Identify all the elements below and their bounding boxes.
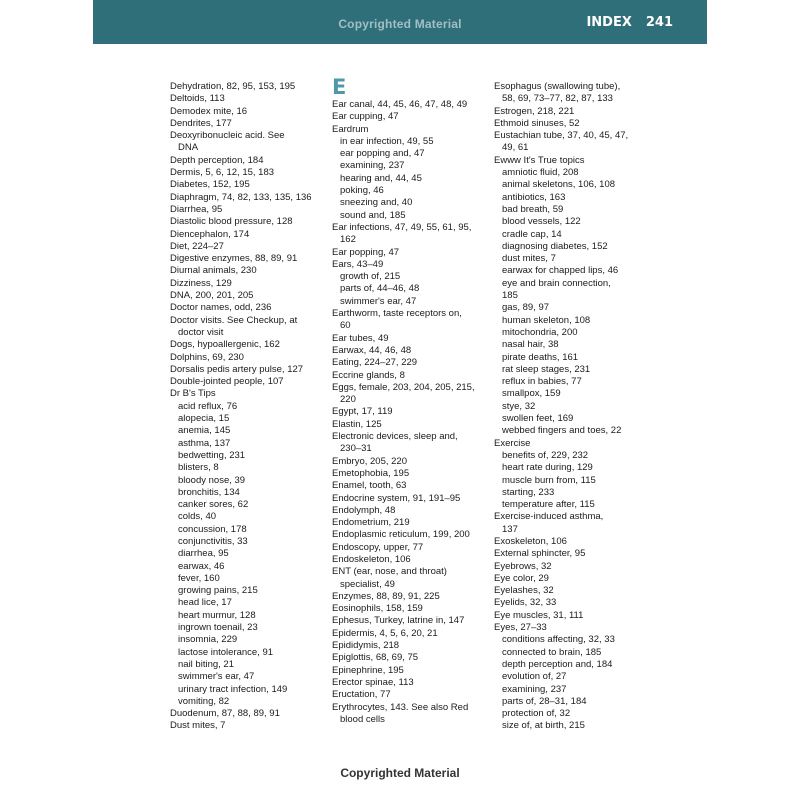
index-subentry: sneezing and, 40 xyxy=(340,197,413,209)
index-entry: Earwax, 44, 46, 48 xyxy=(332,344,412,356)
index-entry: Deoxyribonucleic acid. See xyxy=(170,130,285,142)
index-entry: Demodex mite, 16 xyxy=(170,105,248,117)
index-subentry: amniotic fluid, 208 xyxy=(502,167,579,179)
index-entry: Exoskeleton, 106 xyxy=(494,535,567,547)
index-entry: Eyelashes, 32 xyxy=(494,585,554,597)
index-entry: Eardrum xyxy=(332,123,369,135)
index-entry: Enamel, tooth, 63 xyxy=(332,480,407,492)
index-subentry: evolution of, 27 xyxy=(502,671,567,683)
index-subentry: canker sores, 62 xyxy=(178,499,249,511)
index-subentry: depth perception and, 184 xyxy=(502,658,613,670)
index-entry: DNA, 200, 201, 205 xyxy=(170,290,254,302)
index-entry: Diet, 224–27 xyxy=(170,240,224,252)
index-subentry: antibiotics, 163 xyxy=(502,191,566,203)
index-entry: Earthworm, taste receptors on, xyxy=(332,308,462,320)
index-subentry: human skeleton, 108 xyxy=(502,314,591,326)
index-entry: Dermis, 5, 6, 12, 15, 183 xyxy=(170,167,275,179)
index-entry: Doctor names, odd, 236 xyxy=(170,302,272,314)
index-entry: Eyelids, 32, 33 xyxy=(494,597,557,609)
index-subentry: smallpox, 159 xyxy=(502,388,561,400)
index-entry: Eosinophils, 158, 159 xyxy=(332,603,423,615)
index-entry: Electronic devices, sleep and, xyxy=(332,431,458,443)
index-entry: ENT (ear, nose, and throat) xyxy=(332,566,447,578)
index-subentry: sound and, 185 xyxy=(340,209,406,221)
index-entry: Endoplasmic reticulum, 199, 200 xyxy=(332,529,470,541)
index-subentry: connected to brain, 185 xyxy=(502,646,602,658)
index-subentry: hearing and, 44, 45 xyxy=(340,172,422,184)
index-subentry: diagnosing diabetes, 152 xyxy=(502,240,608,252)
index-entry: Depth perception, 184 xyxy=(170,154,264,166)
index-entry: Eructation, 77 xyxy=(332,689,391,701)
watermark-top: Copyrighted Material xyxy=(338,17,462,31)
index-subentry: anemia, 145 xyxy=(178,425,231,437)
index-entry: Duodenum, 87, 88, 89, 91 xyxy=(170,708,280,720)
index-subentry: ingrown toenail, 23 xyxy=(178,622,258,634)
index-subentry: concussion, 178 xyxy=(178,523,247,535)
index-subentry: 162 xyxy=(340,234,356,246)
index-entry: Exercise xyxy=(494,437,531,449)
page-number: 241 xyxy=(645,15,673,30)
index-subentry: parts of, 28–31, 184 xyxy=(502,695,587,707)
index-subentry: conjunctivitis, 33 xyxy=(178,535,248,547)
index-subentry: blood cells xyxy=(340,713,385,725)
index-subentry: 58, 69, 73–77, 82, 87, 133 xyxy=(502,93,613,105)
index-subentry: mitochondria, 200 xyxy=(502,326,578,338)
index-subentry: size of, at birth, 215 xyxy=(502,720,585,732)
index-entry: Exercise-induced asthma, xyxy=(494,511,604,523)
index-entry: Endometrium, 219 xyxy=(332,517,410,529)
index-column-1 xyxy=(170,81,320,733)
index-subentry: bad breath, 59 xyxy=(502,203,564,215)
index-entry: Egypt, 17, 119 xyxy=(332,406,393,418)
index-subentry: examining, 237 xyxy=(340,160,405,172)
index-entry: Eye color, 29 xyxy=(494,572,549,584)
index-entry: Eccrine glands, 8 xyxy=(332,369,405,381)
index-subentry: swimmer's ear, 47 xyxy=(178,671,255,683)
index-subentry: cradle cap, 14 xyxy=(502,228,562,240)
index-entry: Digestive enzymes, 88, 89, 91 xyxy=(170,253,298,265)
index-entry: Esophagus (swallowing tube), xyxy=(494,81,621,92)
index-entry: Erythrocytes, 143. See also Red xyxy=(332,701,469,713)
index-subentry: parts of, 44–46, 48 xyxy=(340,283,420,295)
index-subentry: urinary tract infection, 149 xyxy=(178,683,288,695)
index-entry: Embryo, 205, 220 xyxy=(332,455,407,467)
index-entry: Diencephalon, 174 xyxy=(170,228,250,240)
watermark-bottom: Copyrighted Material xyxy=(340,766,460,780)
index-entry: Eyes, 27–33 xyxy=(494,622,547,634)
index-subentry: growth of, 215 xyxy=(340,271,401,283)
index-column-2 xyxy=(332,75,482,726)
index-entry: Ethmoid sinuses, 52 xyxy=(494,117,580,129)
index-entry: Enzymes, 88, 89, 91, 225 xyxy=(332,590,440,602)
section-title: INDEX xyxy=(586,15,632,30)
index-subentry: animal skeletons, 106, 108 xyxy=(502,179,616,191)
index-subentry: in ear infection, 49, 55 xyxy=(340,135,434,147)
index-entry: Doctor visits. See Checkup, at xyxy=(170,314,298,326)
index-entry: Dr B's Tips xyxy=(170,388,216,400)
index-subentry: 49, 61 xyxy=(502,142,529,154)
index-entry: Diurnal animals, 230 xyxy=(170,265,257,277)
index-subentry: bloody nose, 39 xyxy=(178,474,246,486)
index-subentry: eye and brain connection, xyxy=(502,277,611,289)
index-entry: Diastolic blood pressure, 128 xyxy=(170,216,293,228)
index-entry: Dendrites, 177 xyxy=(170,117,232,129)
index-subentry: 220 xyxy=(340,394,356,406)
index-subentry: swollen feet, 169 xyxy=(502,413,574,425)
index-subentry: conditions affecting, 32, 33 xyxy=(502,634,615,646)
index-subentry: blisters, 8 xyxy=(178,462,219,474)
index-subentry: protection of, 32 xyxy=(502,708,571,720)
index-column-3 xyxy=(494,81,654,733)
index-entry: Endolymph, 48 xyxy=(332,504,396,516)
index-entry: Dorsalis pedis artery pulse, 127 xyxy=(170,363,304,375)
index-entry: Double-jointed people, 107 xyxy=(170,376,284,388)
index-subentry: starting, 233 xyxy=(502,486,555,498)
index-entry: Eustachian tube, 37, 40, 45, 47, xyxy=(494,130,629,142)
index-entry: Epididymis, 218 xyxy=(332,640,400,652)
index-entry: Epinephrine, 195 xyxy=(332,664,404,676)
index-subentry: acid reflux, 76 xyxy=(178,400,238,412)
index-entry: Estrogen, 218, 221 xyxy=(494,105,575,117)
index-subentry: fever, 160 xyxy=(178,572,220,584)
index-entry: Diabetes, 152, 195 xyxy=(170,179,250,191)
index-subentry: 185 xyxy=(502,290,518,302)
index-entry: Epidermis, 4, 5, 6, 20, 21 xyxy=(332,627,438,639)
index-subentry: blood vessels, 122 xyxy=(502,216,581,228)
index-subentry: vomiting, 82 xyxy=(178,695,230,707)
index-entry: Ear tubes, 49 xyxy=(332,332,389,344)
index-entry: Endoskeleton, 106 xyxy=(332,553,411,565)
index-entry: External sphincter, 95 xyxy=(494,548,586,560)
index-entry: Eye muscles, 31, 111 xyxy=(494,609,584,621)
index-subentry: doctor visit xyxy=(178,326,224,338)
index-subentry: heart rate during, 129 xyxy=(502,462,593,474)
index-entry: Eyebrows, 32 xyxy=(494,560,552,572)
index-entry: Dust mites, 7 xyxy=(170,720,226,732)
index-subentry: insomnia, 229 xyxy=(178,634,238,646)
index-entry: Dogs, hypoallergenic, 162 xyxy=(170,339,280,351)
index-subentry: pirate deaths, 161 xyxy=(502,351,579,363)
index-entry: Ear canal, 44, 45, 46, 47, 48, 49 xyxy=(332,99,468,110)
index-subentry: colds, 40 xyxy=(178,511,217,523)
index-subentry: earwax for chapped lips, 46 xyxy=(502,265,619,277)
index-subentry: temperature after, 115 xyxy=(502,499,595,511)
index-subentry: head lice, 17 xyxy=(178,597,232,609)
index-entry: Ephesus, Turkey, latrine in, 147 xyxy=(332,615,465,627)
index-entry: Ear infections, 47, 49, 55, 61, 95, xyxy=(332,221,472,233)
index-entry: Emetophobia, 195 xyxy=(332,467,410,479)
index-subentry: poking, 46 xyxy=(340,185,384,197)
index-entry: Diarrhea, 95 xyxy=(170,203,223,215)
index-subentry: 137 xyxy=(502,523,518,535)
index-entry: Ears, 43–49 xyxy=(332,258,384,270)
index-entry: Ear cupping, 47 xyxy=(332,111,399,123)
index-entry: Ewww It's True topics xyxy=(494,154,585,166)
index-letter-heading: E xyxy=(332,75,347,99)
index-subentry: asthma, 137 xyxy=(178,437,231,449)
index-subentry: DNA xyxy=(178,142,199,154)
index-subentry: alopecia, 15 xyxy=(178,413,230,425)
index-subentry: examining, 237 xyxy=(502,683,567,695)
index-entry: Dolphins, 69, 230 xyxy=(170,351,244,363)
index-subentry: bedwetting, 231 xyxy=(178,449,246,461)
index-subentry: growing pains, 215 xyxy=(178,585,258,597)
index-subentry: benefits of, 229, 232 xyxy=(502,449,589,461)
index-subentry: bronchitis, 134 xyxy=(178,486,240,498)
index-entry: Elastin, 125 xyxy=(332,418,382,430)
index-entry: Ear popping, 47 xyxy=(332,246,400,258)
index-subentry: diarrhea, 95 xyxy=(178,548,229,560)
index-subentry: lactose intolerance, 91 xyxy=(178,646,274,658)
index-entry: Erector spinae, 113 xyxy=(332,676,414,688)
index-subentry: heart murmur, 128 xyxy=(178,609,256,621)
index-subentry: stye, 32 xyxy=(502,400,536,412)
index-subentry: specialist, 49 xyxy=(340,578,395,590)
running-head xyxy=(586,15,673,30)
index-subentry: reflux in babies, 77 xyxy=(502,376,582,388)
index-entry: Dizziness, 129 xyxy=(170,277,232,289)
index-entry: Epiglottis, 68, 69, 75 xyxy=(332,652,419,664)
index-subentry: earwax, 46 xyxy=(178,560,225,572)
index-entry: Dehydration, 82, 95, 153, 195 xyxy=(170,81,296,92)
index-entry: Endocrine system, 91, 191–95 xyxy=(332,492,461,504)
index-subentry: 60 xyxy=(340,320,351,332)
index-subentry: gas, 89, 97 xyxy=(502,302,550,314)
index-subentry: swimmer's ear, 47 xyxy=(340,295,417,307)
index-subentry: dust mites, 7 xyxy=(502,253,556,265)
index-subentry: 230–31 xyxy=(340,443,372,455)
index-subentry: muscle burn from, 115 xyxy=(502,474,596,486)
index-entry: Eating, 224–27, 229 xyxy=(332,357,418,369)
index-subentry: webbed fingers and toes, 22 xyxy=(502,425,622,437)
index-entry: Deltoids, 113 xyxy=(170,93,225,105)
index-subentry: nail biting, 21 xyxy=(178,658,234,670)
index-subentry: ear popping and, 47 xyxy=(340,148,425,160)
index-subentry: rat sleep stages, 231 xyxy=(502,363,591,375)
index-entry: Diaphragm, 74, 82, 133, 135, 136 xyxy=(170,191,312,203)
index-entry: Eggs, female, 203, 204, 205, 215, xyxy=(332,381,475,393)
index-entry: Endoscopy, upper, 77 xyxy=(332,541,424,553)
header-bar xyxy=(93,0,707,44)
index-subentry: nasal hair, 38 xyxy=(502,339,559,351)
